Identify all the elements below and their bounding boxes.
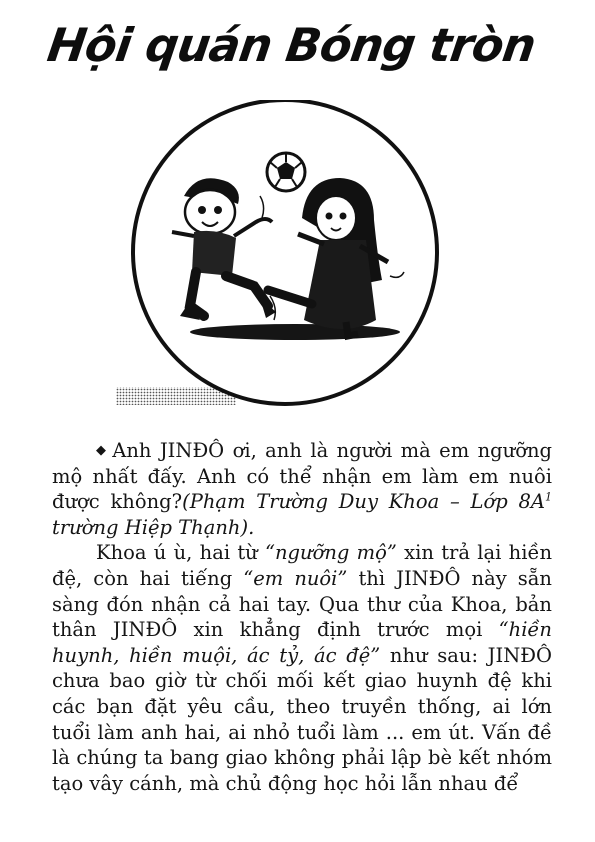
reader-signature: (Phạm Trường Duy Khoa – Lớp $8A^1$ trường Hiệp Thạnh).: [52, 490, 552, 539]
circle-frame: [133, 100, 437, 404]
soccer-kids-illustration: [110, 100, 450, 410]
reader-question: Anh JINĐÔ ơi, anh là người mà em ngưỡng mộ nhất đấy. Anh có thể nhận em làm em nuôi được không?: [52, 439, 553, 514]
reader-letter: [52, 438, 552, 540]
ground-shadow: [190, 324, 400, 340]
page-title: Hội quán Bóng tròn: [44, 18, 539, 72]
diamond-bullet-icon: ◆: [96, 443, 109, 458]
article-body: [52, 438, 552, 796]
soccer-ball-icon: [267, 153, 305, 191]
editor-reply: Khoa ú ù, hai từ “ngưỡng mộ” xin trả lại hiền đệ, còn hai tiếng “em nuôi” thì JINĐÔ này sẵn sàng đón nhận cả hai tay. Qua thư của Khoa, bản thân JINĐÔ xin khẳng định trước mọi “hiền huynh, hiền muội, ác tỷ, ác đệ” như sau: JINĐÔ chưa bao giờ từ chối mối kết giao huynh đệ khi các bạn đặt yêu cầu, theo truyền thống, ai lớn tuổi làm anh hai, ai nhỏ tuổi làm ... em út. Vấn đề là chúng ta bang giao không phải lập bè kết nhóm tạo vây cánh, mà chủ động học hỏi lẫn nhau để: [52, 541, 552, 795]
